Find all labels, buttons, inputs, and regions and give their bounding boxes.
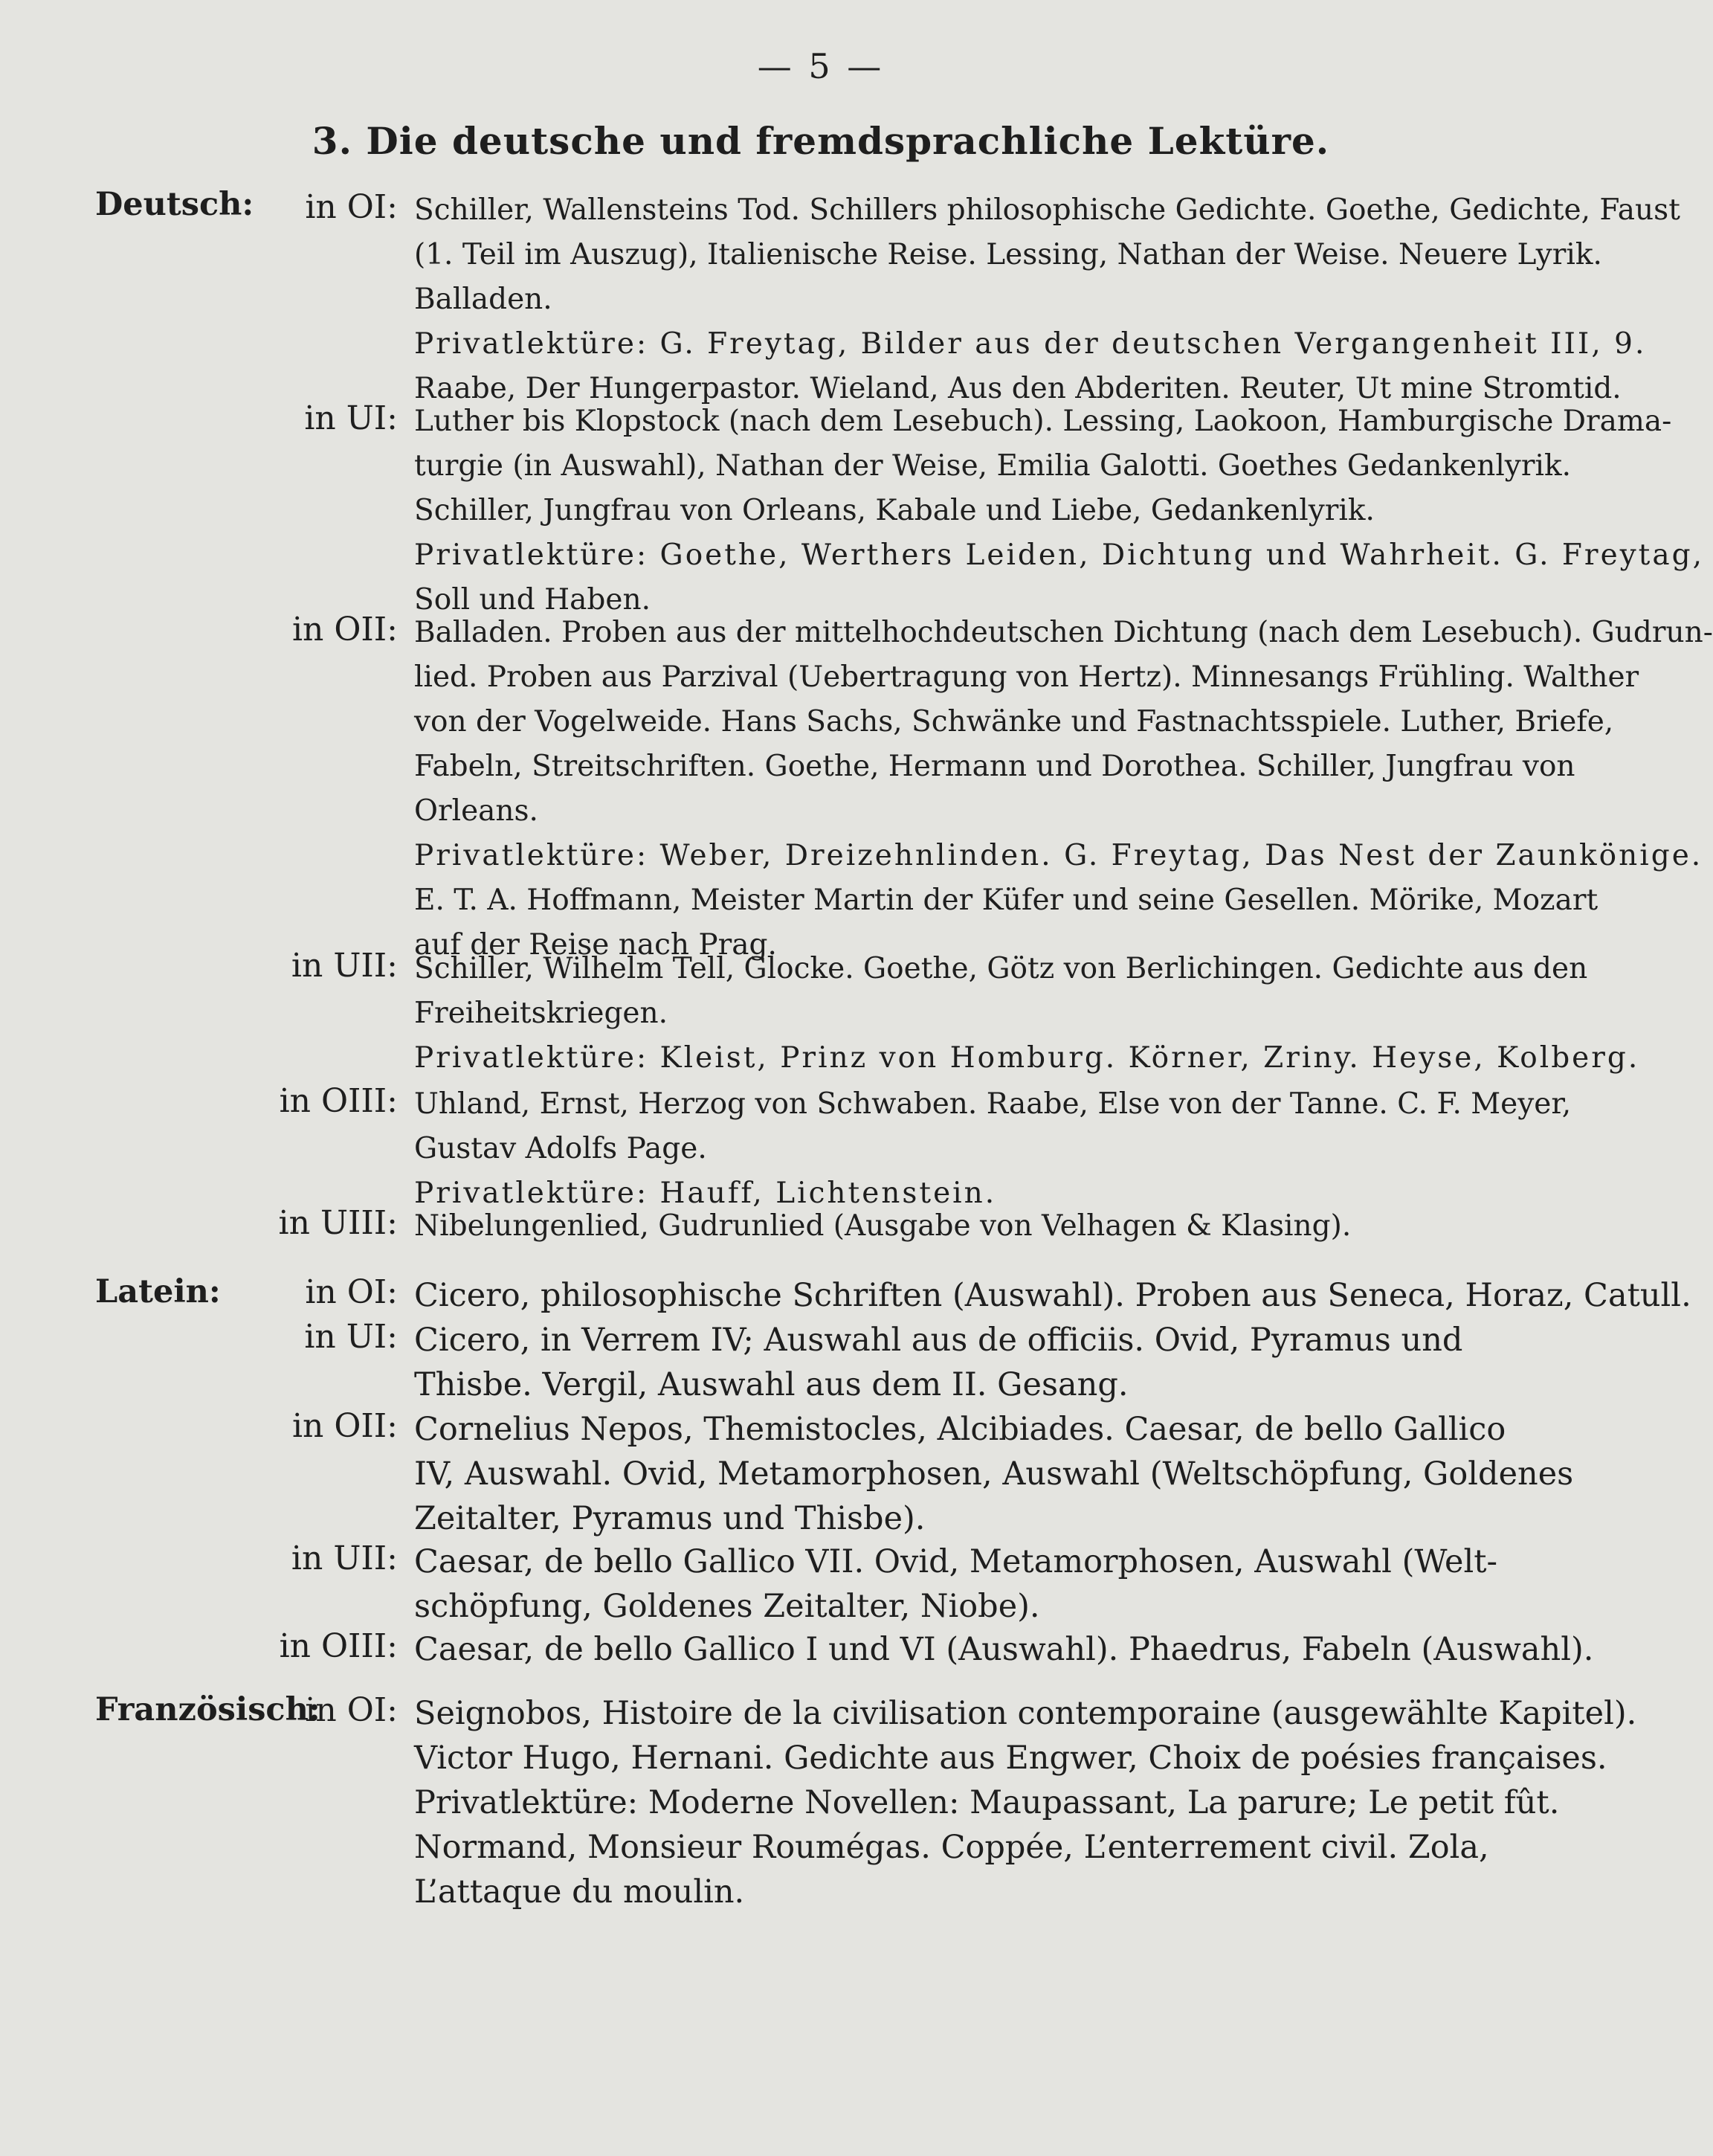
class-label: in UII: — [291, 1539, 398, 1577]
private-reading-line: auf der Reise nach Prag. — [414, 928, 777, 962]
class-label: in OI: — [305, 188, 398, 226]
class-label: in UIII: — [278, 1204, 398, 1242]
private-reading-line: Soll und Haben. — [414, 583, 651, 617]
private-reading-line: E. T. A. Hoffmann, Meister Martin der Küfer und seine Gesellen. Mörike, Mozart — [414, 884, 1599, 917]
section-label-latein: Latein: — [95, 1273, 221, 1310]
reading-entry — [414, 1082, 1572, 1216]
text-line: schöpfung, Goldenes Zeitalter, Niobe). — [414, 1588, 1040, 1625]
text-line: Nibelungenlied, Gudrunlied (Ausgabe von Velhagen & Klasing). — [414, 1209, 1352, 1243]
reading-entry — [414, 1691, 1637, 1914]
reading-entry — [414, 1539, 1533, 1629]
text-line: Balladen. Proben aus der mittelhochdeutschen Dichtung (nach dem Lesebuch). Gudrun- — [414, 616, 1713, 649]
text-line: IV, Auswahl. Ovid, Metamorphosen, Auswahl (Weltschöpfung, Goldenes — [414, 1455, 1574, 1493]
text-line: Luther bis Klopstock (nach dem Lesebuch). Lessing, Laokoon, Hamburgische Drama- — [414, 405, 1672, 438]
text-line: Seignobos, Histoire de la civilisation contemporaine (ausgewählte Kapitel). — [414, 1695, 1637, 1732]
private-reading-line: Privatlektüre: Kleist, Prinz von Homburg. Körner, Zriny. Heyse, Kolberg. — [414, 1041, 1640, 1075]
text-line: Thisbe. Vergil, Auswahl aus dem II. Gesang. — [414, 1366, 1129, 1403]
class-label: in UII: — [291, 947, 398, 985]
class-label: in OII: — [291, 1407, 398, 1445]
class-label: in OIII: — [279, 1627, 398, 1665]
section-title: 3. Die deutsche und fremdsprachliche Lektüre. — [312, 119, 1330, 163]
text-line: Caesar, de bello Gallico VII. Ovid, Metamorphosen, Auswahl (Welt- — [414, 1543, 1498, 1580]
reading-entry — [414, 188, 1680, 411]
section-label-franzoesisch: Französisch: — [95, 1691, 320, 1728]
reading-entry — [414, 1273, 1691, 1318]
text-line: Balladen. — [414, 283, 552, 316]
private-reading-line: Privatlektüre: Weber, Dreizehnlinden. G. Freytag, Das Nest der Zaunkönige. — [414, 839, 1703, 872]
reading-entry — [414, 947, 1640, 1081]
class-label: in UI: — [304, 399, 398, 437]
page-number: — 5 — — [757, 46, 885, 86]
text-line: Cornelius Nepos, Themistocles, Alcibiades. Caesar, de bello Gallico — [414, 1411, 1506, 1448]
text-line: von der Vogelweide. Hans Sachs, Schwänke und Fastnachtsspiele. Luther, Briefe, — [414, 705, 1614, 738]
text-line: Cicero, philosophische Schriften (Auswahl). Proben aus Seneca, Horaz, Catull. — [414, 1277, 1691, 1314]
text-line: Schiller, Jungfrau von Orleans, Kabale und Liebe, Gedankenlyrik. — [414, 494, 1375, 527]
text-line: Fabeln, Streitschriften. Goethe, Hermann und Dorothea. Schiller, Jungfrau von — [414, 750, 1575, 783]
text-line: lied. Proben aus Parzival (Uebertragung von Hertz). Minnesangs Frühling. Walther — [414, 660, 1639, 694]
reading-entry — [414, 1318, 1533, 1407]
text-line: Gustav Adolfs Page. — [414, 1132, 707, 1165]
class-label: in OI: — [305, 1273, 398, 1311]
text-line: Schiller, Wallensteins Tod. Schillers philosophische Gedichte. Goethe, Gedichte, Faust — [414, 193, 1680, 227]
text-line: Zeitalter, Pyramus und Thisbe). — [414, 1500, 926, 1537]
text-line: Normand, Monsieur Roumégas. Coppée, L’enterrement civil. Zola, — [414, 1829, 1489, 1866]
text-line: turgie (in Auswahl), Nathan der Weise, Emilia Galotti. Goethes Gedankenlyrik. — [414, 449, 1571, 483]
class-label: in OII: — [291, 611, 398, 649]
private-reading-line: Privatlektüre: Moderne Novellen: Maupassant, La parure; Le petit fût. — [414, 1784, 1560, 1821]
text-line: Orleans. — [414, 794, 538, 828]
text-line: Freiheitskriegen. — [414, 997, 668, 1030]
reading-entry — [414, 1407, 1574, 1541]
text-line: Caesar, de bello Gallico I und VI (Auswahl). Phaedrus, Fabeln (Auswahl). — [414, 1631, 1594, 1668]
reading-entry — [414, 611, 1713, 968]
reading-entry — [414, 399, 1704, 622]
private-reading-line: Privatlektüre: Hauff, Lichtenstein. — [414, 1177, 997, 1210]
private-reading-line: Privatlektüre: G. Freytag, Bilder aus der deutschen Vergangenheit III, 9. — [414, 327, 1647, 361]
reading-entry — [414, 1627, 1594, 1672]
text-line: Schiller, Wilhelm Tell, Glocke. Goethe, Götz von Berlichingen. Gedichte aus den — [414, 952, 1588, 985]
text-line: (1. Teil im Auszug), Italienische Reise. Lessing, Nathan der Weise. Neuere Lyrik. — [414, 238, 1602, 271]
text-line: Cicero, in Verrem IV; Auswahl aus de officiis. Ovid, Pyramus und — [414, 1322, 1463, 1359]
text-line: L’attaque du moulin. — [414, 1873, 745, 1911]
private-reading-line: Privatlektüre: Goethe, Werthers Leiden, Dichtung und Wahrheit. G. Freytag, — [414, 538, 1704, 572]
class-label: in OIII: — [279, 1082, 398, 1120]
class-label: in OI: — [305, 1691, 398, 1729]
section-label-deutsch: Deutsch: — [95, 186, 254, 223]
reading-entry — [414, 1204, 1533, 1249]
text-line: Uhland, Ernst, Herzog von Schwaben. Raabe, Else von der Tanne. C. F. Meyer, — [414, 1087, 1572, 1121]
class-label: in UI: — [304, 1318, 398, 1356]
text-line: Victor Hugo, Hernani. Gedichte aus Engwer, Choix de poésies françaises. — [414, 1740, 1607, 1777]
private-reading-line: Raabe, Der Hungerpastor. Wieland, Aus den Abderiten. Reuter, Ut mine Stromtid. — [414, 372, 1622, 405]
